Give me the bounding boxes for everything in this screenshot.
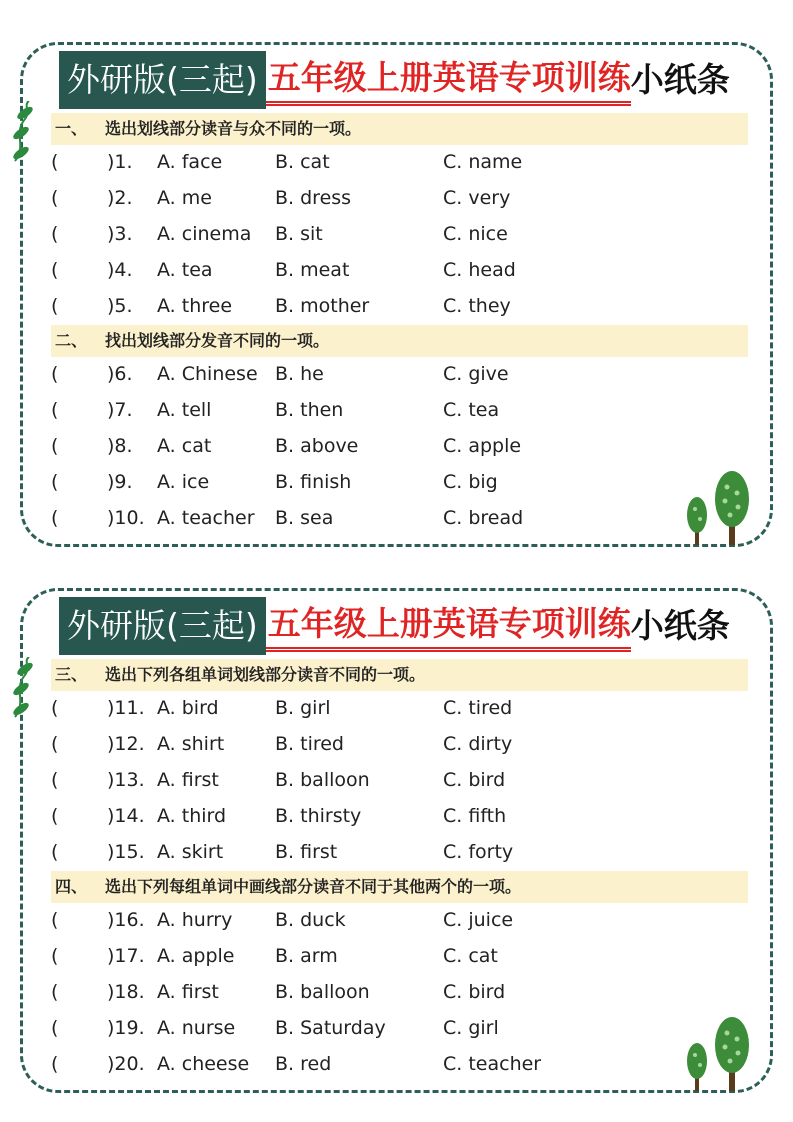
question-row bbox=[47, 939, 747, 973]
answer-blank[interactable]: ( bbox=[51, 187, 59, 209]
section-number: 三、 bbox=[55, 665, 88, 684]
option-a: A. cheese bbox=[157, 1053, 250, 1075]
question-number: )17. bbox=[107, 945, 145, 967]
option-b: B. he bbox=[275, 363, 324, 385]
option-b: B. balloon bbox=[275, 981, 370, 1003]
answer-blank[interactable]: ( bbox=[51, 223, 59, 245]
question-row bbox=[47, 1011, 747, 1045]
question-number: )16. bbox=[107, 909, 145, 931]
worksheet-card-2 bbox=[20, 588, 773, 1093]
question-number: )11. bbox=[107, 697, 145, 719]
option-b: B. balloon bbox=[275, 769, 370, 791]
card-title bbox=[59, 595, 730, 657]
section-heading bbox=[51, 659, 748, 691]
answer-blank[interactable]: ( bbox=[51, 805, 59, 827]
option-c: C. big bbox=[443, 471, 498, 493]
option-a: A. cinema bbox=[157, 223, 252, 245]
option-a: A. apple bbox=[157, 945, 235, 967]
worksheet-card-1 bbox=[20, 42, 773, 547]
answer-blank[interactable]: ( bbox=[51, 363, 59, 385]
title-suffix: 小纸条 bbox=[630, 60, 730, 99]
answer-blank[interactable]: ( bbox=[51, 471, 59, 493]
option-c: C. give bbox=[443, 363, 509, 385]
question-number: )5. bbox=[107, 295, 133, 317]
option-c: C. very bbox=[443, 187, 511, 209]
question-row bbox=[47, 763, 747, 797]
option-a: A. cat bbox=[157, 435, 212, 457]
option-b: B. above bbox=[275, 435, 359, 457]
question-number: )20. bbox=[107, 1053, 145, 1075]
question-row bbox=[47, 1047, 747, 1081]
answer-blank[interactable]: ( bbox=[51, 769, 59, 791]
option-b: B. then bbox=[275, 399, 344, 421]
option-c: C. tired bbox=[443, 697, 513, 719]
option-b: B. thirsty bbox=[275, 805, 362, 827]
option-b: B. mother bbox=[275, 295, 370, 317]
answer-blank[interactable]: ( bbox=[51, 733, 59, 755]
option-b: B. duck bbox=[275, 909, 346, 931]
option-b: B. sea bbox=[275, 507, 334, 529]
option-a: A. shirt bbox=[157, 733, 225, 755]
answer-blank[interactable]: ( bbox=[51, 841, 59, 863]
question-row bbox=[47, 357, 747, 391]
question-number: )15. bbox=[107, 841, 145, 863]
question-row bbox=[47, 501, 747, 535]
question-number: )9. bbox=[107, 471, 133, 493]
option-c: C. apple bbox=[443, 435, 522, 457]
option-c: C. head bbox=[443, 259, 516, 281]
question-number: )7. bbox=[107, 399, 133, 421]
section-number: 一、 bbox=[55, 119, 88, 138]
option-a: A. teacher bbox=[157, 507, 255, 529]
leaf-vine-icon bbox=[9, 101, 39, 165]
option-c: C. fifth bbox=[443, 805, 507, 827]
question-row bbox=[47, 253, 747, 287]
option-b: B. arm bbox=[275, 945, 338, 967]
option-b: B. meat bbox=[275, 259, 350, 281]
answer-blank[interactable]: ( bbox=[51, 295, 59, 317]
option-c: C. they bbox=[443, 295, 511, 317]
question-row bbox=[47, 181, 747, 215]
option-a: A. nurse bbox=[157, 1017, 236, 1039]
answer-blank[interactable]: ( bbox=[51, 151, 59, 173]
question-number: )18. bbox=[107, 981, 145, 1003]
question-row bbox=[47, 145, 747, 179]
tree-icon bbox=[683, 1015, 753, 1093]
option-a: A. bird bbox=[157, 697, 219, 719]
section-instruction: 选出划线部分读音与众不同的一项。 bbox=[105, 119, 362, 138]
question-row bbox=[47, 393, 747, 427]
option-b: B. Saturday bbox=[275, 1017, 386, 1039]
question-number: )4. bbox=[107, 259, 133, 281]
question-number: )13. bbox=[107, 769, 145, 791]
option-c: C. teacher bbox=[443, 1053, 542, 1075]
option-b: B. tired bbox=[275, 733, 344, 755]
option-a: A. tea bbox=[157, 259, 213, 281]
section-heading bbox=[51, 871, 748, 903]
question-row bbox=[47, 835, 747, 869]
option-c: C. bread bbox=[443, 507, 524, 529]
question-row bbox=[47, 217, 747, 251]
option-c: C. tea bbox=[443, 399, 500, 421]
option-a: A. third bbox=[157, 805, 227, 827]
option-a: A. Chinese bbox=[157, 363, 258, 385]
question-row bbox=[47, 975, 747, 1009]
question-row bbox=[47, 691, 747, 725]
question-row bbox=[47, 903, 747, 937]
option-a: A. tell bbox=[157, 399, 212, 421]
option-c: C. girl bbox=[443, 1017, 499, 1039]
answer-blank[interactable]: ( bbox=[51, 945, 59, 967]
title-main: 五年级上册英语专项训练 bbox=[266, 601, 631, 652]
question-number: )8. bbox=[107, 435, 133, 457]
question-number: )3. bbox=[107, 223, 133, 245]
answer-blank[interactable]: ( bbox=[51, 399, 59, 421]
section-instruction: 选出下列每组单词中画线部分读音不同于其他两个的一项。 bbox=[105, 877, 522, 896]
option-c: C. bird bbox=[443, 769, 506, 791]
title-suffix: 小纸条 bbox=[630, 606, 730, 645]
section-heading bbox=[51, 325, 748, 357]
section-number: 二、 bbox=[55, 331, 88, 350]
option-a: A. hurry bbox=[157, 909, 233, 931]
question-row bbox=[47, 429, 747, 463]
option-b: B. first bbox=[275, 841, 338, 863]
question-row bbox=[47, 289, 747, 323]
option-a: A. three bbox=[157, 295, 233, 317]
option-a: A. skirt bbox=[157, 841, 224, 863]
option-c: C. name bbox=[443, 151, 523, 173]
title-publisher: 外研版(三起) bbox=[59, 597, 266, 655]
option-c: C. cat bbox=[443, 945, 498, 967]
section-number: 四、 bbox=[55, 877, 88, 896]
card-title bbox=[59, 49, 730, 111]
section-instruction: 选出下列各组单词划线部分读音不同的一项。 bbox=[105, 665, 426, 684]
answer-blank[interactable]: ( bbox=[51, 1017, 59, 1039]
answer-blank[interactable]: ( bbox=[51, 697, 59, 719]
question-number: )19. bbox=[107, 1017, 145, 1039]
option-c: C. bird bbox=[443, 981, 506, 1003]
option-a: A. me bbox=[157, 187, 212, 209]
answer-blank[interactable]: ( bbox=[51, 435, 59, 457]
option-a: A. first bbox=[157, 769, 219, 791]
question-number: )2. bbox=[107, 187, 133, 209]
answer-blank[interactable]: ( bbox=[51, 1053, 59, 1075]
question-row bbox=[47, 465, 747, 499]
option-c: C. nice bbox=[443, 223, 508, 245]
question-number: )1. bbox=[107, 151, 133, 173]
option-b: B. red bbox=[275, 1053, 332, 1075]
question-number: )10. bbox=[107, 507, 145, 529]
option-b: B. girl bbox=[275, 697, 331, 719]
option-a: A. first bbox=[157, 981, 219, 1003]
question-row bbox=[47, 727, 747, 761]
option-b: B. dress bbox=[275, 187, 352, 209]
title-main: 五年级上册英语专项训练 bbox=[266, 55, 631, 106]
option-c: C. dirty bbox=[443, 733, 513, 755]
tree-icon bbox=[683, 469, 753, 547]
option-b: B. cat bbox=[275, 151, 330, 173]
answer-blank[interactable]: ( bbox=[51, 909, 59, 931]
title-publisher: 外研版(三起) bbox=[59, 51, 266, 109]
option-a: A. face bbox=[157, 151, 223, 173]
question-row bbox=[47, 799, 747, 833]
section-heading bbox=[51, 113, 748, 145]
answer-blank[interactable]: ( bbox=[51, 981, 59, 1003]
question-number: )6. bbox=[107, 363, 133, 385]
option-c: C. juice bbox=[443, 909, 514, 931]
option-c: C. forty bbox=[443, 841, 514, 863]
option-b: B. sit bbox=[275, 223, 323, 245]
option-b: B. finish bbox=[275, 471, 352, 493]
leaf-vine-icon bbox=[9, 657, 39, 721]
question-number: )12. bbox=[107, 733, 145, 755]
question-number: )14. bbox=[107, 805, 145, 827]
answer-blank[interactable]: ( bbox=[51, 259, 59, 281]
section-instruction: 找出划线部分发音不同的一项。 bbox=[105, 331, 330, 350]
answer-blank[interactable]: ( bbox=[51, 507, 59, 529]
option-a: A. ice bbox=[157, 471, 210, 493]
